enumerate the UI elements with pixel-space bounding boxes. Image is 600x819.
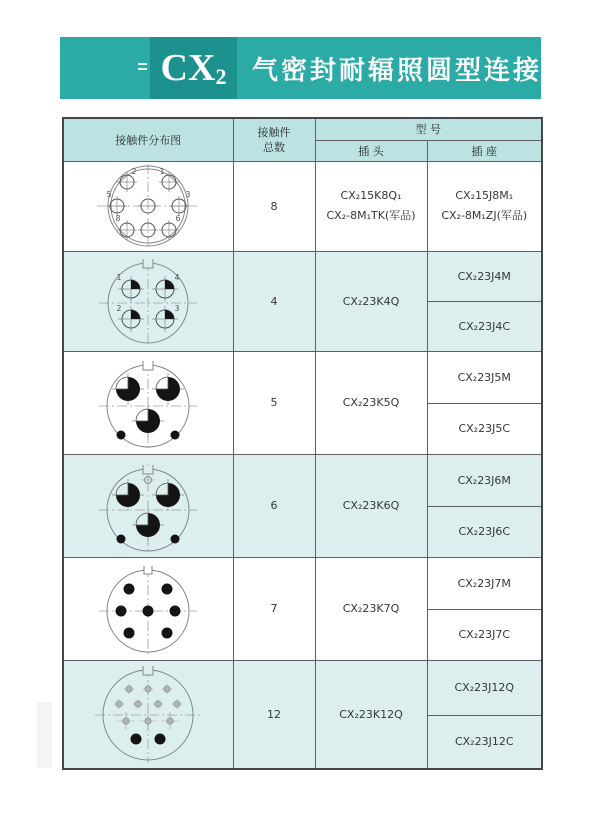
table-row [63, 557, 542, 609]
keyway-notch [143, 361, 153, 370]
keyway-notch [143, 465, 153, 474]
plug-model-cell: CX₂23K7Q [315, 557, 427, 660]
header-plug: 插 头 [315, 140, 427, 161]
contact-diagram-cell [63, 351, 233, 454]
contact-diagram-cell [63, 251, 233, 351]
contact-count-cell: 6 [233, 454, 315, 557]
contact-count-cell: 12 [233, 660, 315, 769]
contact-diagram-cell [63, 660, 233, 769]
contact-count-cell: 8 [233, 161, 315, 251]
contact-count-cell: 5 [233, 351, 315, 454]
socket-model-line2: CX₂-8M₁ZJ(军品) [441, 209, 528, 222]
contact-diagram-cell [63, 161, 233, 251]
header-contact-count [233, 118, 315, 161]
connector-diagram-5pin [83, 356, 213, 450]
svg-text:6: 6 [175, 214, 181, 223]
connector-diagram-12pin [81, 664, 215, 764]
table-row [63, 251, 542, 301]
keyway-notch [144, 566, 152, 574]
svg-text:5: 5 [106, 190, 112, 199]
page-title: 气密封耐辐照圆型连接器 [252, 55, 572, 86]
socket-model-cell [427, 161, 542, 251]
svg-text:2: 2 [131, 167, 137, 176]
series-subscript: 2 [215, 63, 227, 89]
pin-numbers [107, 167, 191, 223]
connector-diagram-4pin [83, 255, 213, 347]
connector-diagram-7pin [83, 562, 213, 656]
table-row [63, 351, 542, 403]
scan-artifact-smudge [37, 702, 52, 768]
contact-diagram-cell [63, 557, 233, 660]
header-contact-count-line1: 接触件 [257, 125, 291, 139]
plug-model-cell: CX₂23K12Q [315, 660, 427, 769]
contact-count-cell: 4 [233, 251, 315, 351]
socket-model-cell: CX₂23J7M [427, 557, 542, 609]
socket-model-cell: CX₂23J7C [427, 609, 542, 660]
table-row [63, 660, 542, 715]
socket-model-cell: CX₂23J4M [427, 251, 542, 301]
table-row [63, 454, 542, 506]
socket-model-cell: CX₂23J5M [427, 351, 542, 403]
svg-text:3: 3 [174, 304, 180, 313]
connector-diagram-6pin [83, 459, 213, 553]
socket-model-cell: CX₂23J12C [427, 715, 542, 769]
connector-diagram-8pin [83, 162, 213, 250]
svg-text:1: 1 [159, 167, 165, 176]
header-contact-diagram: 接触件分布图 [63, 118, 233, 161]
plug-model-line2: CX₂-8M₁TK(军品) [326, 209, 416, 222]
svg-text:3: 3 [185, 190, 191, 199]
svg-text:1: 1 [116, 273, 122, 282]
plug-model-cell: CX₂23K4Q [315, 251, 427, 351]
plug-model-cell [315, 161, 427, 251]
socket-model-cell: CX₂23J6C [427, 506, 542, 557]
table-header [63, 118, 542, 161]
header-contact-count-line2: 总数 [263, 140, 285, 154]
svg-text:2: 2 [116, 304, 122, 313]
table-row [63, 161, 542, 251]
connector-model-table [62, 117, 543, 770]
svg-text:8: 8 [115, 214, 121, 223]
contact-count-cell: 7 [233, 557, 315, 660]
svg-text:4: 4 [174, 273, 180, 282]
series-code-box [150, 37, 237, 99]
socket-model-cell: CX₂23J5C [427, 403, 542, 454]
keyway-notch [143, 666, 153, 675]
socket-model-cell: CX₂23J4C [427, 301, 542, 351]
socket-model-line1: CX₂15J8M₁ [455, 189, 514, 202]
contact-diagram-cell [63, 454, 233, 557]
header-model: 型 号 [315, 118, 542, 140]
header-banner [60, 37, 572, 99]
plug-model-line1: CX₂15K8Q₁ [340, 189, 402, 202]
scan-artifact-dashes [138, 63, 147, 71]
plug-model-cell: CX₂23K5Q [315, 351, 427, 454]
series-code: CX2 [160, 46, 227, 89]
header-socket: 插 座 [427, 140, 542, 161]
socket-model-cell: CX₂23J6M [427, 454, 542, 506]
plug-model-cell: CX₂23K6Q [315, 454, 427, 557]
keyway-notch [143, 259, 153, 268]
socket-model-cell: CX₂23J12Q [427, 660, 542, 715]
